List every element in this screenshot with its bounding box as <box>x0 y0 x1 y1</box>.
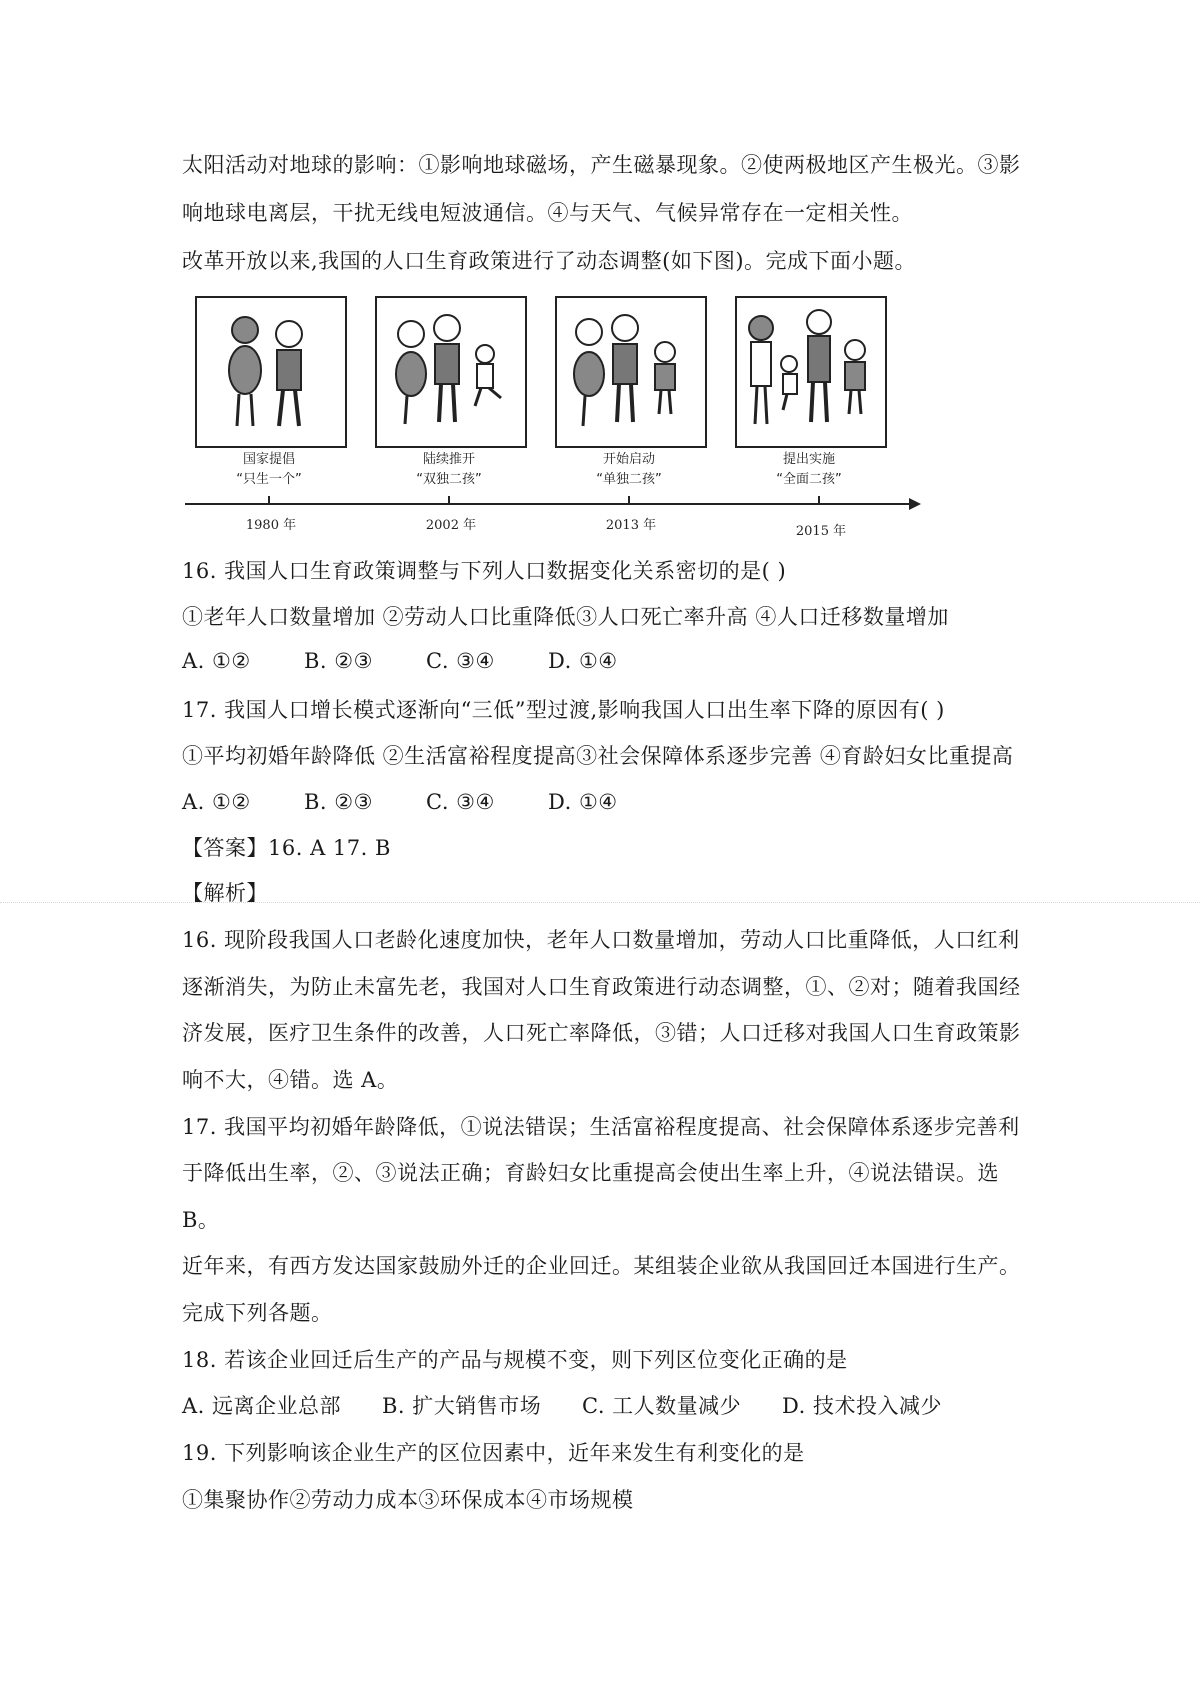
intro-line-3: 改革开放以来,我国的人口生育政策进行了动态调整(如下图)。完成下面小题。 <box>182 249 917 273</box>
q16-items: ①老年人口数量增加 ②劳动人口比重降低③人口死亡率升高 ④人口迁移数量增加 <box>182 605 949 629</box>
analysis-label: 【解析】 <box>182 881 268 905</box>
policy-timeline-figure <box>195 296 915 541</box>
caption-2002-line2: “双独二孩” <box>416 472 482 487</box>
page-divider <box>0 902 1200 903</box>
panel-1980-illustration <box>195 296 347 448</box>
q17-option-d[interactable]: D. ①④ <box>548 790 618 814</box>
caption-1980 <box>189 450 349 490</box>
q17-option-b[interactable]: B. ②③ <box>304 790 373 814</box>
caption-2015-line1: 提出实施 <box>782 452 835 467</box>
caption-1980-line1: 国家提倡 <box>242 452 295 467</box>
q17-items: ①平均初婚年龄降低 ②生活富裕程度提高③社会保障体系逐步完善 ④育龄妇女比重提高 <box>182 744 1014 768</box>
couple-pregnant-icon <box>197 298 345 446</box>
analysis16-line-2: 逐渐消失，为防止未富先老，我国对人口生育政策进行动态调整，①、②对；随着我国经 <box>182 975 1021 999</box>
intro-line-2: 响地球电离层，干扰无线电短波通信。④与天气、气候异常存在一定相关性。 <box>182 201 913 225</box>
couple-with-child-icon <box>377 298 525 446</box>
analysis17-line-1: 17. 我国平均初婚年龄降低，①说法错误；生活富裕程度提高、社会保障体系逐步完善利 <box>182 1115 1020 1139</box>
panel-2013-illustration <box>555 296 707 448</box>
family-with-child-icon <box>557 298 705 446</box>
q17-option-a[interactable]: A. ①② <box>182 790 251 814</box>
para2-line-1: 近年来，有西方发达国家鼓励外迁的企业回迁。某组装企业欲从我国回迁本国进行生产。 <box>182 1254 1021 1278</box>
caption-2013-line1: 开始启动 <box>602 452 655 467</box>
q18-option-c[interactable]: C. 工人数量减少 <box>582 1394 742 1418</box>
q18-options <box>182 1391 942 1421</box>
year-2015: 2015 年 <box>795 524 847 539</box>
caption-2015 <box>729 450 889 490</box>
para2-line-2: 完成下列各题。 <box>182 1301 333 1325</box>
intro-line-1: 太阳活动对地球的影响：①影响地球磁场，产生磁暴现象。②使两极地区产生极光。③影 <box>182 153 1021 177</box>
analysis16-line-4: 响不大，④错。选 A。 <box>182 1068 399 1092</box>
analysis16-line-3: 济发展，医疗卫生条件的改善，人口死亡率降低，③错；人口迁移对我国人口生育政策影 <box>182 1021 1021 1045</box>
year-1980: 1980 年 <box>245 518 297 533</box>
caption-2013-line2: “单独二孩” <box>596 472 662 487</box>
q16-option-b[interactable]: B. ②③ <box>304 649 373 673</box>
analysis17-line-3: B。 <box>182 1208 220 1232</box>
q17-stem: 17. 我国人口增长模式逐渐向“三低”型过渡,影响我国人口出生率下降的原因有( ) <box>182 698 945 722</box>
caption-2002-line1: 陆续推开 <box>422 452 475 467</box>
q18-option-a[interactable]: A. 远离企业总部 <box>182 1394 342 1418</box>
q19-items: ①集聚协作②劳动力成本③环保成本④市场规模 <box>182 1488 634 1512</box>
timeline-axis <box>185 492 925 516</box>
caption-1980-line2: “只生一个” <box>236 472 302 487</box>
answer-line: 【答案】16. A 17. B <box>182 836 391 860</box>
q17-options <box>182 787 618 817</box>
q19-stem: 19. 下列影响该企业生产的区位因素中，近年来发生有利变化的是 <box>182 1441 805 1465</box>
q16-option-d[interactable]: D. ①④ <box>548 649 618 673</box>
panel-2015-illustration <box>735 296 887 448</box>
year-2002: 2002 年 <box>425 518 477 533</box>
q16-option-a[interactable]: A. ①② <box>182 649 251 673</box>
caption-2013 <box>549 450 709 490</box>
year-2013: 2013 年 <box>605 518 657 533</box>
q16-options <box>182 646 618 676</box>
q18-option-b[interactable]: B. 扩大销售市场 <box>382 1394 542 1418</box>
family-two-children-icon <box>737 298 885 446</box>
analysis17-line-2: 于降低出生率，②、③说法正确；育龄妇女比重提高会使出生率上升，④说法错误。选 <box>182 1161 999 1185</box>
q18-stem: 18. 若该企业回迁后生产的产品与规模不变，则下列区位变化正确的是 <box>182 1348 848 1372</box>
analysis16-line-1: 16. 现阶段我国人口老龄化速度加快，老年人口数量增加，劳动人口比重降低，人口红利 <box>182 928 1020 952</box>
caption-2002 <box>369 450 529 490</box>
q17-option-c[interactable]: C. ③④ <box>426 790 495 814</box>
q18-option-d[interactable]: D. 技术投入减少 <box>782 1394 942 1418</box>
caption-2015-line2: “全面二孩” <box>776 472 842 487</box>
q16-stem: 16. 我国人口生育政策调整与下列人口数据变化关系密切的是( ) <box>182 559 787 583</box>
panel-2002-illustration <box>375 296 527 448</box>
q16-option-c[interactable]: C. ③④ <box>426 649 495 673</box>
